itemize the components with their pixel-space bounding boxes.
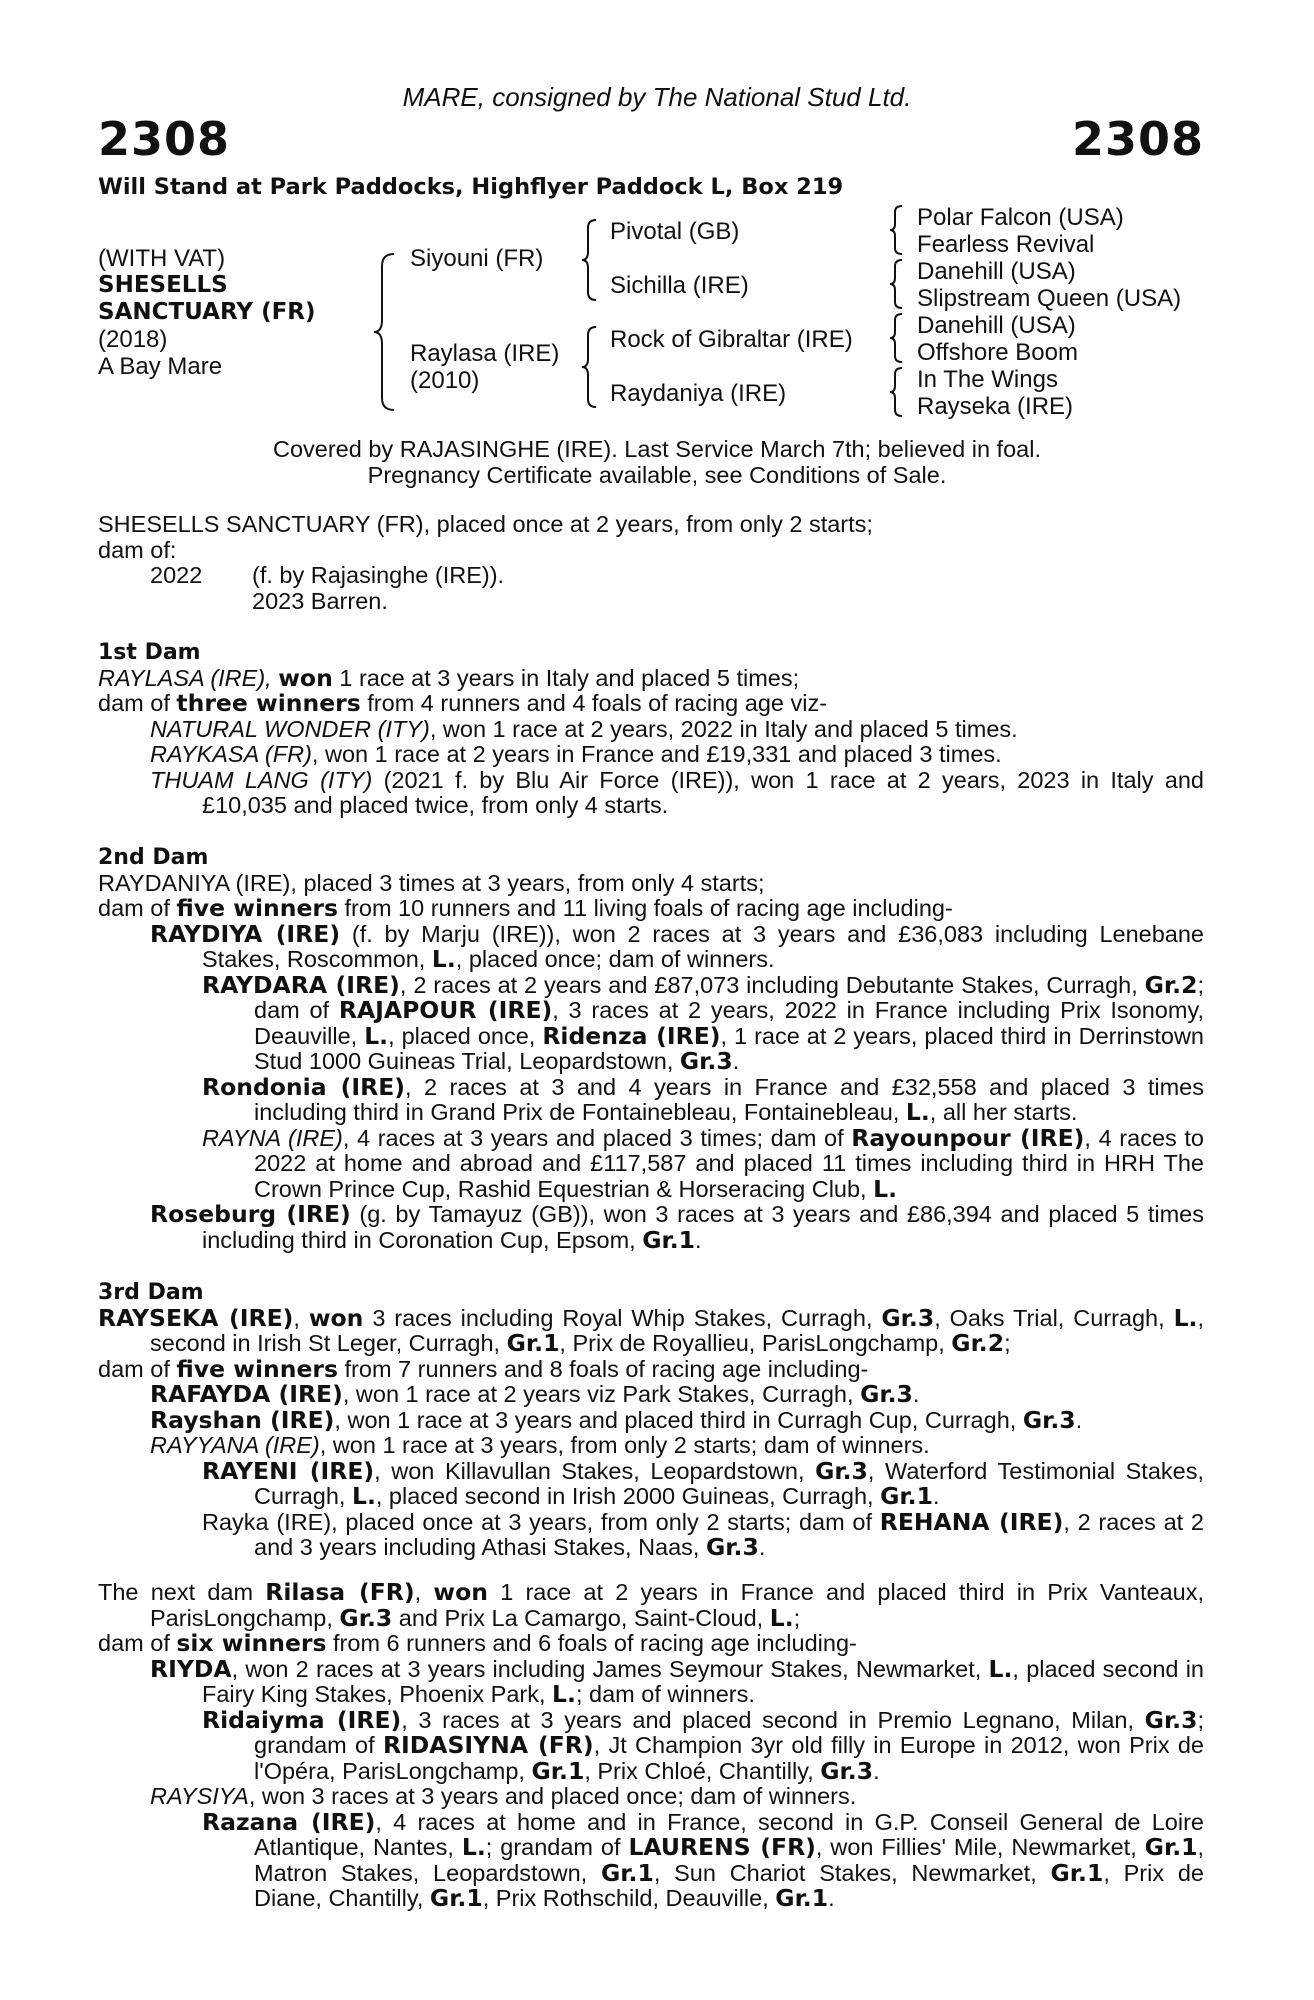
record: , all her starts. [929,1099,1078,1125]
record: ; dam of winners. [575,1681,755,1707]
group-mark: Gr.2 [1144,970,1198,999]
record: , Waterford Testimonial Stakes, Curragh, [254,1457,1205,1509]
listed-mark: L. [431,945,456,973]
horse-name: RAYNA (IRE) [202,1124,343,1151]
listed-mark: L. [769,1603,794,1632]
foal-name: NATURAL WONDER (ITY) [150,715,430,742]
horse-name-line2: SANCTUARY (FR) [98,299,316,325]
group-mark: Gr.1 [1144,1833,1198,1861]
razana-entry [202,1807,1205,1912]
record: , 1 race at 2 years, placed third in Derrinstown Stud 1000 Guineas Trial, Leopardstown, [254,1022,1204,1074]
listed-mark: L. [1173,1303,1198,1332]
won-label: won [308,1303,364,1332]
record: , won 2 races at 3 years including James Seymour Stakes, Newmarket, [231,1655,989,1682]
third-dam-summary [98,1303,1205,1357]
listed-mark: L. [364,1021,389,1050]
won-label: won [278,663,333,692]
foal-record: (2021 f. by Blu Air Force (IRE)), won 1 race at 2 years, 2023 in Italy and £10,035 and placed twice, from only 4 starts. [202,766,1204,818]
horse-name: Ridaiyma (IRE) [202,1705,402,1734]
punct: . [828,1885,835,1911]
punct: . [758,1534,766,1560]
dam-of-rest: from 7 runners and 8 foals of racing age including- [337,1355,869,1382]
group-mark: Gr.3 [339,1603,393,1632]
horse-name-line1: SHESELLS [98,272,228,298]
horse-name: Rilasa (FR) [265,1578,415,1606]
first-dam-foal-3 [150,768,1204,819]
produce-barren: 2023 Barren. [252,587,388,614]
next-dam-summary [98,1580,1204,1631]
group-mark: Gr.1 [601,1858,654,1887]
record: , placed second in Fairy King Stakes, Phoenix Park, [202,1655,1204,1707]
record: , Oaks Trial, Curragh, [934,1304,1174,1331]
pedigree-brace-3a [888,204,906,256]
record: , won 1 race at 3 years and placed third in Curragh Cup, Curragh, [334,1406,1023,1433]
horse-name: Rondonia (IRE) [202,1072,406,1101]
horse-name: RAYSIYA [150,1783,249,1809]
won-label: won [433,1578,488,1606]
record: , 4 races at 3 years and placed 3 times; dam of [342,1124,852,1151]
group-mark: Gr.1 [775,1884,829,1912]
record: 3 races including Royal Whip Stakes, Curragh, [363,1304,882,1331]
record: , Prix de Diane, Chantilly, [254,1859,1204,1911]
dam-of-rest: from 10 runners and 11 living foals of racing age including- [337,895,953,921]
punct: . [912,1381,920,1407]
record: , Jt Champion 3yr old filly in Europe in 2012, won Prix de l'Opéra, ParisLongchamp, [254,1732,1205,1784]
punct: . [1075,1406,1083,1433]
horse-name: Roseburg (IRE) [150,1200,351,1228]
record: , Sun Chariot Stakes, Newmarket, [653,1859,1051,1886]
second-dam-summary: RAYDANIYA (IRE), placed 3 times at 3 years, from only 4 starts; [98,869,765,896]
record: , Prix Chloé, Chantilly, [584,1757,821,1784]
second-dam-heading: 2nd Dam [98,845,209,870]
produce-year: 2022 [150,562,203,588]
g3-4: Slipstream Queen (USA) [917,285,1182,312]
dam-of-text: dam of [98,1630,177,1656]
winners-count: three winners [176,689,361,717]
first-dam-foal-1 [150,717,1204,743]
group-mark: Gr.1 [880,1482,933,1510]
group-mark: Gr.1 [531,1756,585,1785]
group-mark: Gr.3 [820,1756,874,1785]
stand-location: Will Stand at Park Paddocks, Highflyer Paddock L, Box 219 [98,174,844,200]
winners-count: five winners [176,1354,338,1383]
second-dam-section [98,845,1204,1253]
covered-note [0,436,1314,488]
covered-line-1: Covered by RAJASINGHE (IRE). Last Service March 7th; believed in foal. [273,436,1041,462]
pedigree-brace-dam [580,325,600,409]
record: , won 1 race at 2 years viz Park Stakes, Curragh, [342,1381,861,1407]
consignment-line: MARE, consigned by The National Stud Ltd. [402,82,912,112]
horse-name: Rayshan (IRE) [150,1405,335,1434]
group-mark: Gr.3 [1144,1705,1198,1734]
record: and Prix La Camargo, Saint-Cloud, [392,1604,770,1631]
horse-name: REHANA (IRE) [879,1507,1064,1536]
listed-mark: L. [905,1098,930,1126]
raydiya-entry [150,919,1204,973]
lot-number-left: 2308 [98,112,231,166]
horse-name: Ridenza (IRE) [542,1021,721,1050]
horse-name: Rayounpour (IRE) [851,1123,1085,1152]
record: (f. by Marju (IRE)), won 2 races at 3 years and £36,083 including Lenebane Stakes, Roscommon, [202,920,1204,972]
horse-name: RAJAPOUR (IRE) [338,996,553,1024]
horse-name: RAYYANA (IRE) [150,1432,320,1458]
sire-dam: Sichilla (IRE) [610,272,749,299]
record: , won Killavullan Stakes, Leopardstown, [374,1457,816,1484]
roseburg-entry [150,1202,1204,1253]
ridaiyma-entry [202,1705,1205,1785]
record: 1 race at 2 years in France and placed third in Prix Vanteaux, ParisLongchamp, [150,1579,1205,1631]
third-dam-heading: 3rd Dam [98,1280,204,1305]
record: (g. by Tamayuz (GB)), won 3 races at 3 years and £86,394 and placed 5 times including third in Coronation Cup, Epsom, [202,1201,1205,1253]
pedigree-brace-3d [888,366,906,418]
listed-mark: L. [552,1680,576,1708]
covered-line-2: Pregnancy Certificate available, see Conditions of Sale. [367,462,947,488]
first-dam-record: 1 race at 3 years in Italy and placed 5 times; [332,664,800,691]
record: , Matron Stakes, Leopardstown, [254,1834,1205,1886]
winners-count: five winners [176,894,338,922]
group-mark: Gr.1 [506,1329,560,1357]
rayyana-entry [150,1433,1204,1459]
punct: , [414,1579,422,1605]
record: , 3 races at 2 years, 2022 in France including Prix Isonomy, Deauville, [254,997,1204,1049]
raysiya-entry [150,1784,1204,1810]
next-dam-produce [98,1631,1204,1657]
sire-sire: Pivotal (GB) [610,218,740,245]
punct: , [293,1304,300,1331]
group-mark: Gr.1 [642,1225,696,1254]
rondonia-entry [202,1072,1205,1126]
produce-intro: SHESELLS SANCTUARY (FR), placed once at 2 years, from only 2 starts; [98,511,873,537]
punct: ; [1004,1330,1011,1356]
record: , Prix de Royallieu, ParisLongchamp, [559,1330,952,1356]
record: , second in Irish St Leger, Curragh, [150,1304,1205,1356]
g3-6: Offshore Boom [917,339,1078,366]
listed-mark: L. [461,1833,486,1861]
group-mark: Gr.3 [815,1456,868,1485]
punct: ; [793,1604,801,1631]
g3-1: Polar Falcon (USA) [917,204,1124,231]
rayna-entry [202,1123,1205,1203]
g3-8: Rayseka (IRE) [917,393,1074,420]
dam-of-text: dam of [98,895,177,921]
foal-name: THUAM LANG (ITY) [150,766,373,793]
punct: . [873,1757,880,1784]
horse-name: RAYSEKA (IRE) [98,1303,294,1332]
intro-text: The next dam [98,1579,266,1605]
horse-year: (2018) [98,326,168,353]
horse-name: RAYDARA (IRE) [202,970,400,999]
record: , placed second in Irish 2000 Guineas, Curragh, [375,1483,881,1509]
group-mark: Gr.2 [951,1329,1005,1357]
produce-foal: (f. by Rajasinghe (IRE)). [252,562,505,588]
first-dam-section [98,640,1204,819]
first-dam-produce [98,691,1204,717]
group-mark: Gr.1 [429,1884,483,1912]
record: ; dam of [254,971,1204,1023]
group-mark: Gr.3 [881,1303,935,1332]
group-mark: Gr.3 [679,1047,733,1075]
next-dam-section [98,1580,1204,1912]
record: , 2 races at 3 and 4 years in France and £32,558 and placed 3 times including third in Grand Prix de Fontainebleau, Fontainebleau, [254,1073,1205,1125]
horse-name: LAURENS (FR) [628,1833,816,1861]
rafayda-entry [150,1382,1204,1408]
record: , Prix Rothschild, Deauville, [482,1885,776,1911]
group-mark: Gr.3 [706,1533,759,1561]
winners-count: six winners [176,1629,327,1657]
raydara-entry [202,970,1204,1075]
first-dam-summary [98,663,1204,692]
dam-of-rest: from 6 runners and 6 foals of racing age including- [326,1630,857,1656]
horse-name: RIYDA [150,1654,232,1683]
pedigree-brace-main [372,252,398,412]
g3-3: Danehill (USA) [917,258,1076,285]
record: , placed once; dam of winners. [455,946,775,972]
vat-label: (WITH VAT) [98,245,226,272]
horse-name: Razana (IRE) [202,1807,376,1836]
dam-sire: Rock of Gibraltar (IRE) [610,326,853,353]
punct: . [932,1483,940,1509]
rayshan-entry [150,1405,1204,1434]
record: , 4 races to 2022 at home and abroad and £117,587 and placed 11 times including third in HRH The Crown Prince Cup, Rashid Equestrian & Horseracing Club, [254,1124,1205,1202]
group-mark: Gr.3 [860,1380,913,1408]
punct: . [695,1226,702,1253]
foal-record: , won 1 race at 2 years in France and £19,331 and placed 3 times. [311,741,1002,767]
pedigree-brace-3c [888,312,906,364]
dam: Raylasa (IRE) [410,340,560,367]
foal-record: , won 1 race at 2 years, 2022 in Italy and placed 5 times. [429,715,1018,742]
third-dam-section [98,1280,1204,1561]
horse-name: RAFAYDA (IRE) [150,1380,343,1408]
dam-year: (2010) [410,367,480,394]
produce-record [98,563,1204,614]
group-mark: Gr.3 [1022,1405,1076,1434]
listed-mark: L. [351,1482,376,1510]
dam-of-text: dam of [98,1355,177,1382]
first-dam-name: RAYLASA (IRE), [98,664,272,691]
first-dam-heading: 1st Dam [98,640,201,665]
g3-7: In The Wings [917,366,1058,393]
record: , won Fillies' Mile, Newmarket, [815,1834,1145,1860]
second-dam-produce [98,896,1204,922]
record: ; grandam of [254,1706,1204,1758]
dam-of-rest: from 4 runners and 4 foals of racing age viz- [360,690,828,716]
foal-name: RAYKASA (FR) [150,741,312,767]
horse-name: RAYENI (IRE) [202,1456,375,1485]
horse-description: A Bay Mare [98,353,223,380]
record: , won 3 races at 3 years and placed once; dam of winners. [248,1783,857,1809]
horse-name: RIDASIYNA (FR) [382,1731,594,1759]
g3-5: Danehill (USA) [917,312,1076,339]
produce-dam-of: dam of: [98,536,177,563]
record: , 4 races at home and in France, second in G.P. Conseil General de Loire Atlantique, Nantes, [254,1808,1204,1860]
pedigree-brace-3b [888,258,906,310]
record: , 2 races at 2 years and £87,073 including Debutante Stakes, Curragh, [399,971,1145,998]
produce-section [98,512,1204,614]
first-dam-foal-2 [150,742,1204,768]
rayka-entry [202,1507,1204,1561]
record: Rayka (IRE), placed once at 3 years, from only 2 starts; dam of [202,1508,880,1535]
record: , 2 races at 2 and 3 years including Athasi Stakes, Naas, [254,1508,1204,1560]
pedigree-brace-sire [580,218,600,302]
lot-number-right: 2308 [1071,112,1204,166]
dam-of-text: dam of [98,690,177,716]
sire: Siyouni (FR) [410,245,544,272]
record: , placed once, [388,1022,543,1049]
record: , 3 races at 3 years and placed second in Premio Legnano, Milan, [401,1706,1145,1733]
listed-mark: L. [873,1174,898,1203]
horse-name: RAYDIYA (IRE) [150,919,341,948]
group-mark: Gr.1 [1050,1858,1104,1887]
third-dam-produce [98,1354,1204,1383]
dam-dam: Raydaniya (IRE) [610,380,787,407]
record: , won 1 race at 3 years, from only 2 starts; dam of winners. [319,1432,930,1458]
g3-2: Fearless Revival [917,231,1095,258]
punct: . [732,1048,740,1074]
record: ; grandam of [485,1834,629,1860]
listed-mark: L. [988,1654,1013,1683]
riyda-entry [150,1654,1204,1708]
rayeni-entry [202,1456,1205,1510]
